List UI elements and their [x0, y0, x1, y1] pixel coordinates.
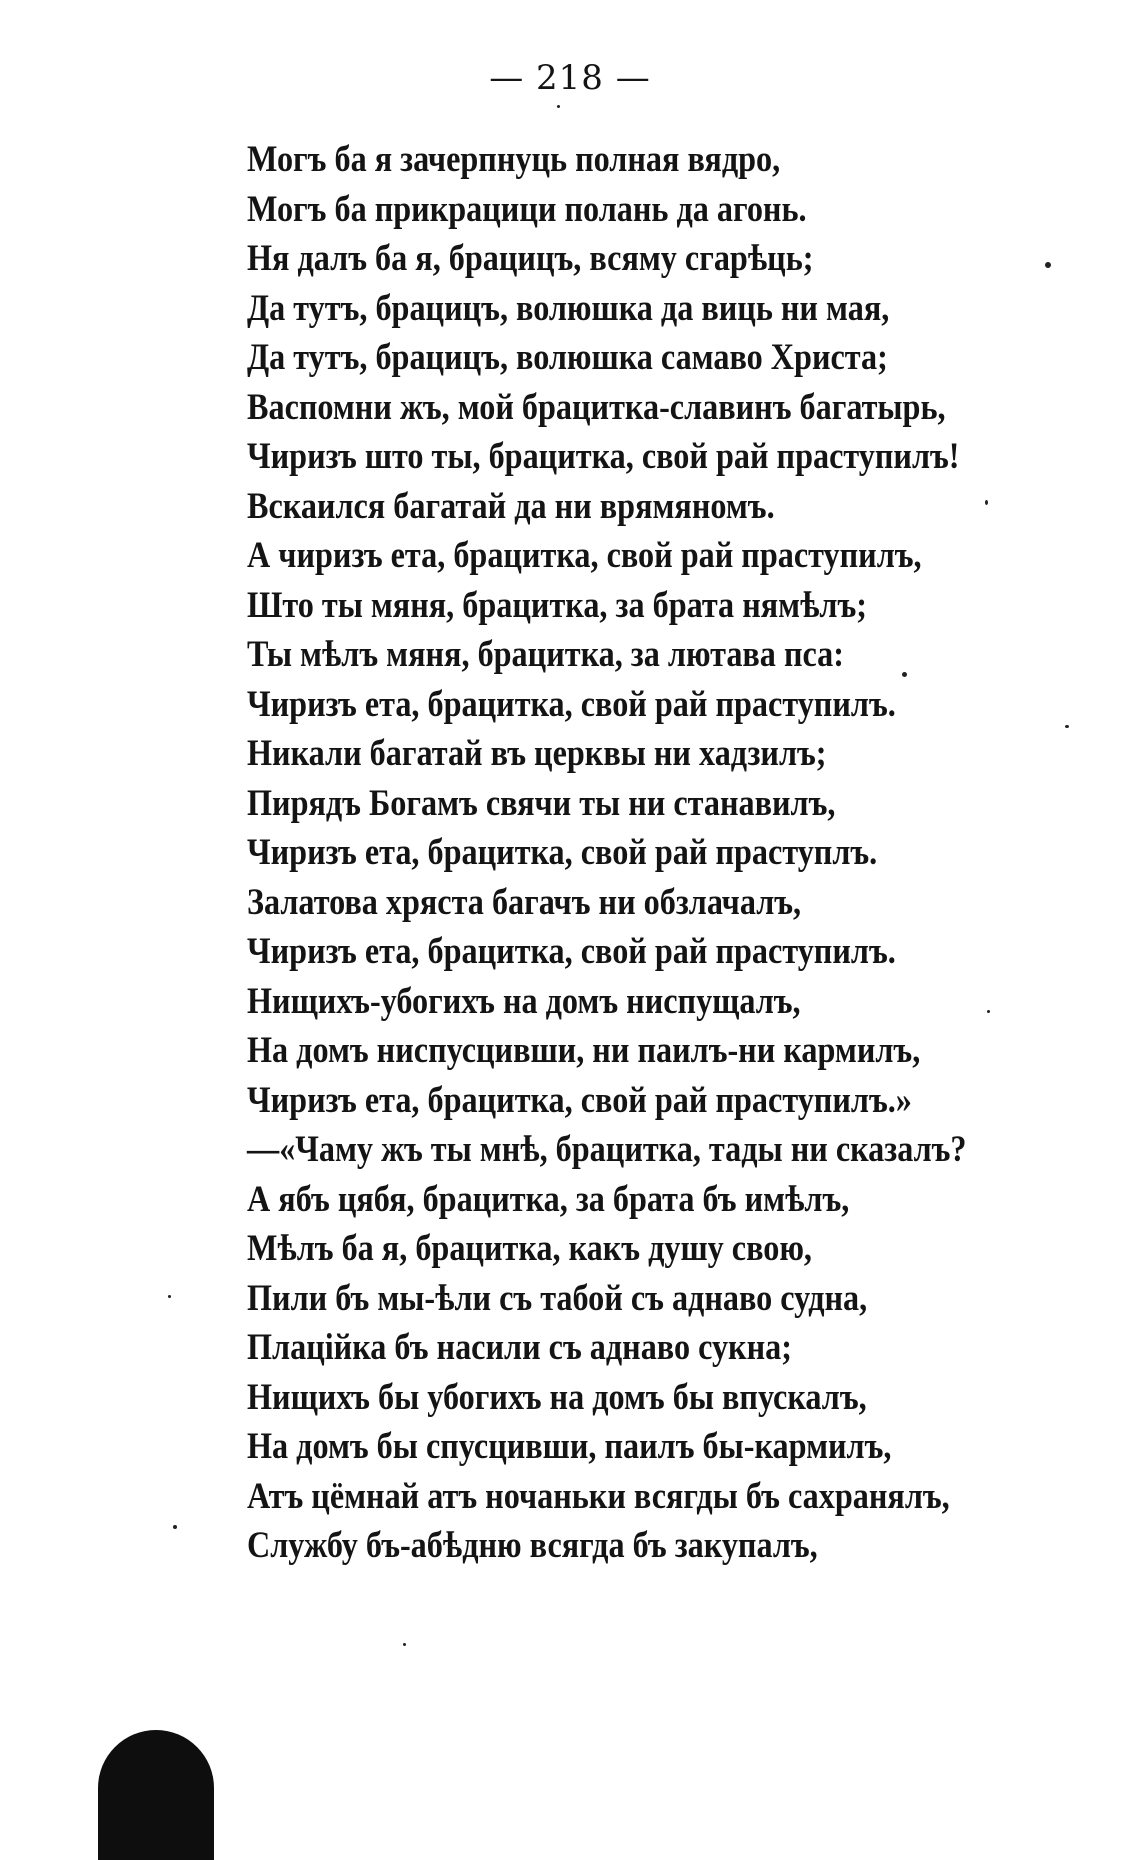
ink-speck: [987, 1010, 990, 1013]
poem-line: Ня далъ ба я, брацицъ, всяму сгарѣць;: [247, 238, 814, 279]
poem-text: [247, 135, 1047, 1571]
ink-speck: [173, 1525, 177, 1529]
ink-speck: [403, 1643, 406, 1646]
ink-speck: [1045, 262, 1051, 268]
poem-line: Нищихъ-убогихъ на домъ ниспущалъ,: [247, 980, 801, 1022]
poem-line: Атъ цёмнай атъ ночаньки всягды бъ сахранялъ,: [247, 1475, 950, 1517]
poem-line: На домъ бы спусцивши, паилъ бы-кармилъ,: [247, 1426, 892, 1467]
poem-line: Мѣлъ ба я, брацитка, какъ душу свою,: [247, 1228, 812, 1269]
poem-line: Чиризъ ета, брацитка, свой рай праступилъ.: [247, 931, 896, 972]
ink-speck: [902, 672, 907, 677]
poem-line: Да тутъ, брацицъ, волюшка самаво Христа;: [247, 337, 888, 378]
ink-speck: [985, 500, 988, 505]
poem-line: Чиризъ ета, брацитка, свой рай праступилъ.»: [247, 1079, 912, 1121]
poem-line: Ты мѣлъ мяня, брацитка, за лютава пса:: [247, 634, 844, 675]
poem-line: На домъ ниспусцивши, ни паилъ-ни кармилъ,: [247, 1030, 921, 1071]
poem-line: Плацiйка бъ насили съ аднаво сукна;: [247, 1327, 792, 1368]
poem-line: Чиризъ што ты, брацитка, свой рай праступилъ!: [247, 436, 960, 477]
poem-line: Чиризъ ета, брацитка, свой рай праступилъ.: [247, 683, 896, 725]
poem-line: Могъ ба прикрацици полань да агонь.: [247, 188, 807, 230]
poem-line: Залатова хряста багачъ ни обзлачалъ,: [247, 881, 802, 923]
poem-line: А чиризъ ета, брацитка, свой рай праступилъ,: [247, 535, 922, 576]
poem-line: Пирядъ Богамъ свячи ты ни станавилъ,: [247, 782, 836, 824]
poem-line: Нищихъ бы убогихъ на домъ бы впускалъ,: [247, 1376, 867, 1418]
poem-line: Пили бъ мы-ѣли съ табой съ аднаво судна,: [247, 1277, 868, 1319]
poem-line: Службу бъ-абѣдню всягда бъ закупалъ,: [247, 1525, 818, 1566]
ink-speck: [1065, 725, 1069, 728]
poem-line: Чиризъ ета, брацитка, свой рай праступлъ.: [247, 832, 878, 873]
poem-line: Могъ ба я зачерпнуць полная вядро,: [247, 139, 781, 180]
poem-line: Никали багатай въ церквы ни хадзилъ;: [247, 733, 827, 774]
poem-line: Да тутъ, брацицъ, волюшка да виць ни мая,: [247, 287, 890, 329]
poem-line: А ябъ цябя, брацитка, за брата бъ имѣлъ,: [247, 1178, 850, 1220]
ink-speck: [557, 105, 560, 108]
poem-line: Вскаился багатай да ни врямяномъ.: [247, 485, 775, 527]
ink-speck: [168, 1295, 171, 1298]
page-number: — 218 —: [489, 58, 651, 98]
poem-line: Васпомни жъ, мой брацитка-славинъ багатырь,: [247, 386, 946, 428]
poem-line: Што ты мяня, брацитка, за брата нямѣлъ;: [247, 584, 867, 626]
poem-line: —«Чаму жъ ты мнѣ, брацитка, тады ни сказалъ?: [247, 1129, 967, 1170]
corner-blot: [98, 1730, 214, 1860]
